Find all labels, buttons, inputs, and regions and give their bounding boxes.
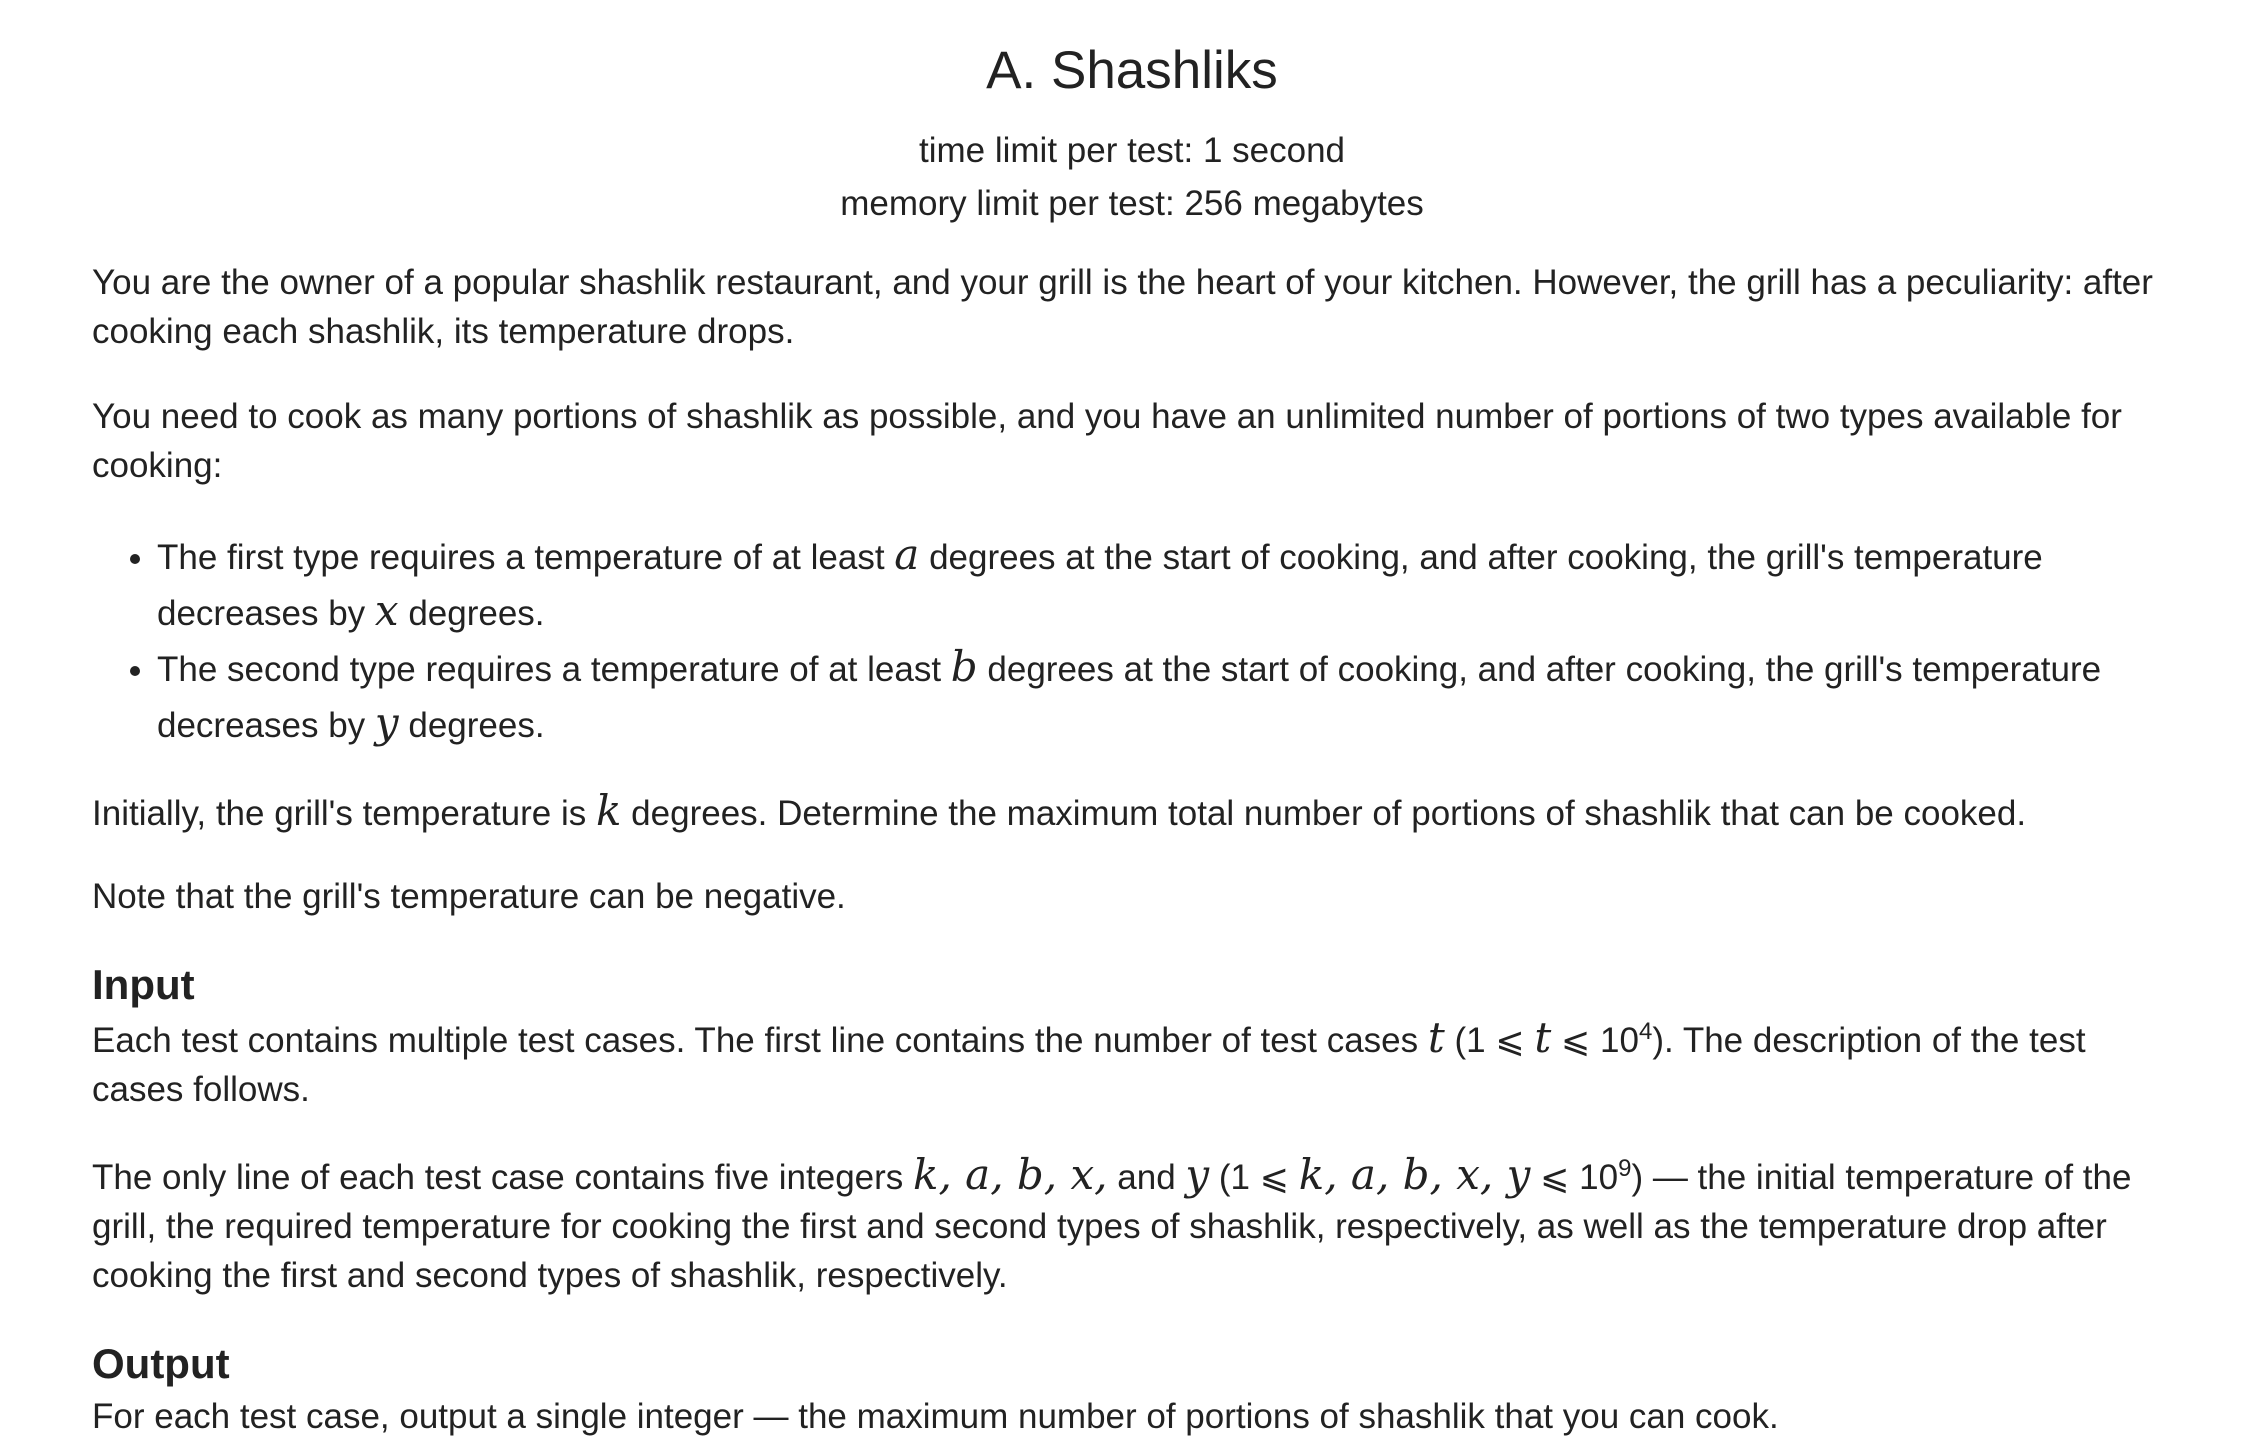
math-var: a (894, 530, 920, 579)
input-heading: Input (92, 961, 195, 1008)
math-var: b (950, 642, 978, 691)
time-limit: time limit per test: 1 second (919, 131, 1345, 170)
output-heading: Output (92, 1340, 230, 1387)
statement-paragraph-1: You are the owner of a popular shashlik restaurant, and your grill is the heart of your kitchen. However, the grill has a peculiarity: after cooking each shashlik, its temperature drops. (92, 263, 2153, 351)
problem-header (92, 0, 2172, 230)
math-vars: k, a, b, x, (913, 1150, 1108, 1199)
math-var: k (596, 786, 622, 835)
statement-paragraph-2: You need to cook as many portions of shashlik as possible, and you have an unlimited number of portions of two types available for cooking: (92, 397, 2122, 485)
math-vars: k, a, b, x, y (1298, 1150, 1531, 1199)
input-section (92, 959, 2172, 1300)
exponent: 4 (1638, 1018, 1653, 1045)
math-var: t (1534, 1013, 1552, 1062)
math-var: y (1185, 1150, 1210, 1199)
cooking-types-list (92, 528, 2172, 752)
input-paragraph-2: The only line of each test case contains five integers k, a, b, x, and y (1 ⩽ k, a, b, x, y ⩽ $10^9$) — the initial temperature of the grill, the required temperature for cooking the first and second types of shashlik, respectively, as well as the temperature drop after cooking the first and second types of shashlik, respectively. (92, 1150, 2132, 1295)
input-paragraph-1: Each test contains multiple test cases. The first line contains the number of test cases t (1 ⩽ t ⩽ $10^4$). The description of the test cases follows. (92, 1013, 2086, 1109)
output-section (92, 1338, 2172, 1441)
math-var: x (374, 586, 399, 635)
list-item: • The first type requires a temperature of at least a degrees at the start of cooking, and after cooking, the grill's temperature decreases by x degrees. (157, 528, 2172, 640)
math-var: t (1427, 1013, 1445, 1062)
output-paragraph: For each test case, output a single integer — the maximum number of portions of shashlik that you can cook. (92, 1397, 1779, 1436)
problem-statement (92, 258, 2172, 921)
problem-title: A. Shashliks (986, 41, 1278, 100)
exponent: 9 (1618, 1155, 1632, 1182)
statement-paragraph-3: Initially, the grill's temperature is k degrees. Determine the maximum total number of portions of shashlik that can be cooked. (92, 786, 2027, 835)
list-item: • The second type requires a temperature of at least b degrees at the start of cooking, and after cooking, the grill's temperature decreases by y degrees. (157, 640, 2172, 752)
memory-limit: memory limit per test: 256 megabytes (840, 184, 1424, 223)
statement-paragraph-4: Note that the grill's temperature can be negative. (92, 877, 846, 916)
math-var: y (374, 698, 399, 747)
